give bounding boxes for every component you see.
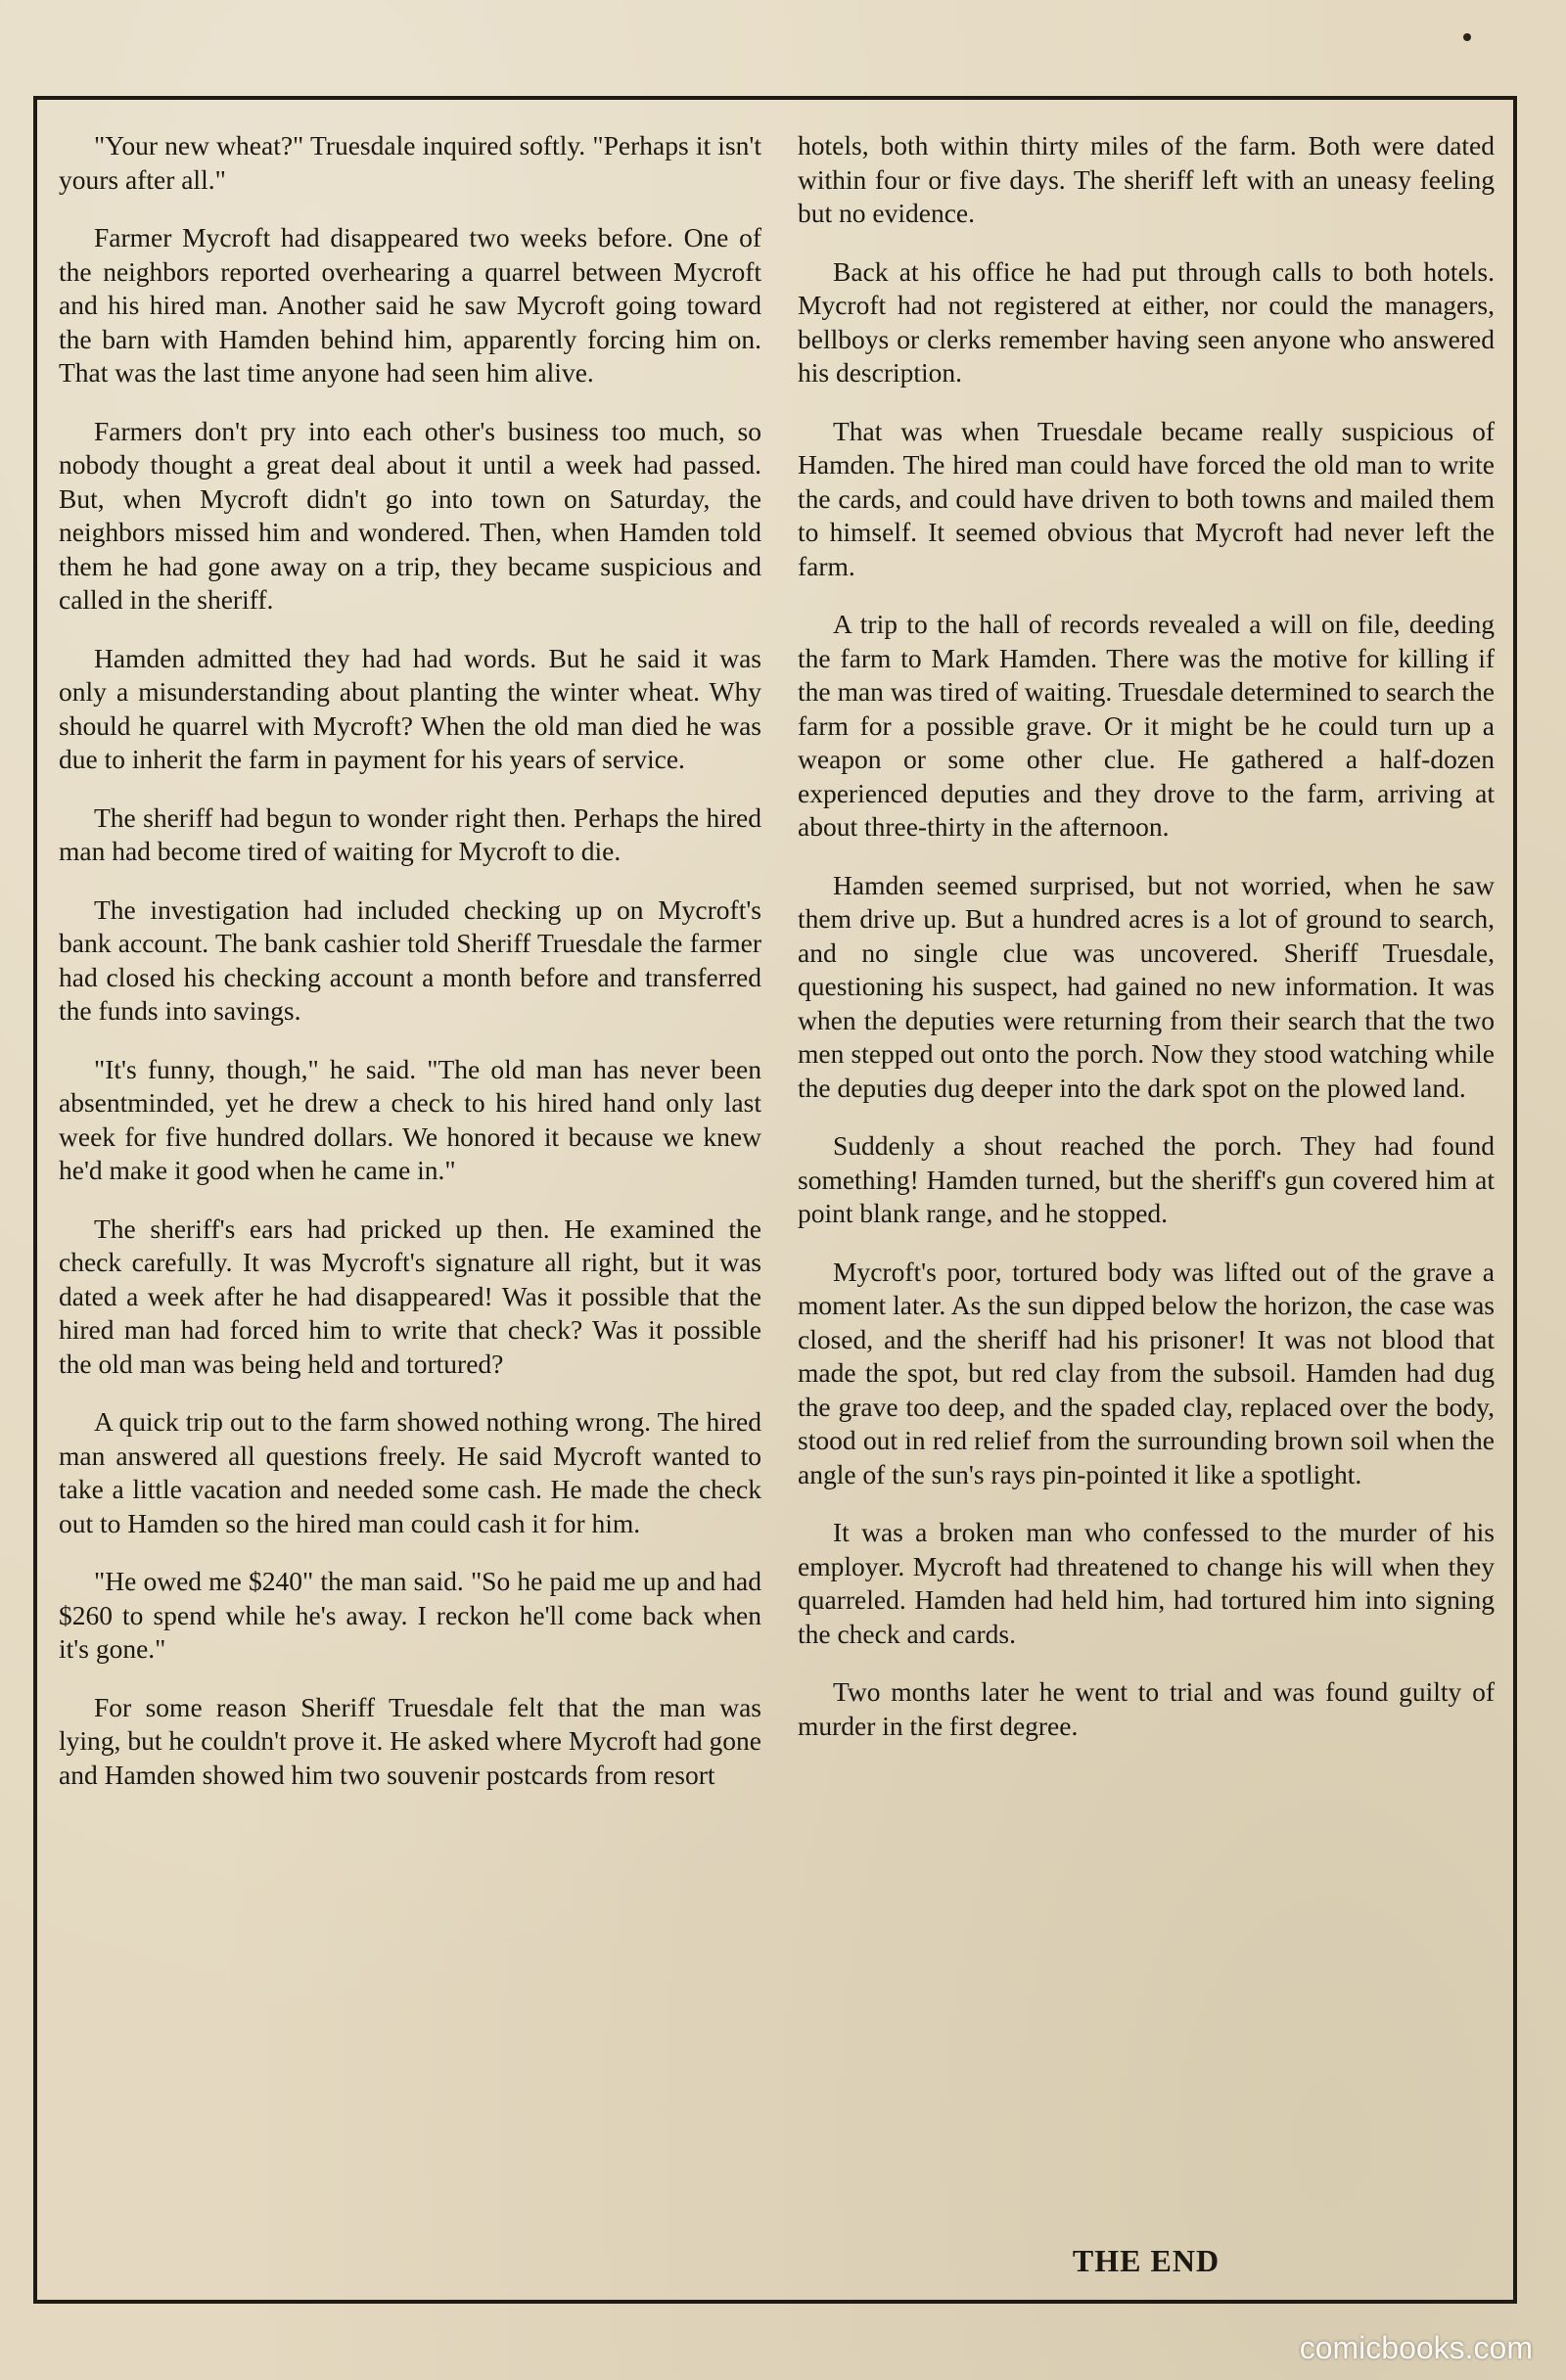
paragraph: The sheriff had begun to wonder right then. Perhaps the hired man had become tired of waiting for Mycroft to die. [59,801,761,866]
paragraph: Back at his office he had put through calls to both hotels. Mycroft had not registered at either, nor could the managers, bellboys or clerks remember having seen anyone who answered his description. [798,255,1495,388]
paragraph: Mycroft's poor, tortured body was lifted out of the grave a moment later. As the sun dipped below the horizon, the case was closed, and the sheriff had his prisoner! It was not blood that made the spot, but red clay from the subsoil. Hamden had dug the grave too deep, and the spaded clay, replaced over the body, stood out in red relief from the surrounding brown soil when the angle of the sun's rays pin-pointed it like a spotlight. [798,1256,1495,1489]
paragraph: Two months later he went to trial and was found guilty of murder in the first degree. [798,1676,1495,1741]
text-column-right [798,129,1495,1767]
paragraph: Hamden admitted they had had words. But he said it was only a misunderstanding about planting the winter wheat. Why should he quarrel with Mycroft? When the old man died he was due to inherit the farm in payment for his years of service. [59,642,761,774]
paragraph: The investigation had included checking up on Mycroft's bank account. The bank cashier told Sheriff Truesdale the farmer had closed his checking account a month before and transferred the funds into savings. [59,893,761,1026]
paragraph: hotels, both within thirty miles of the farm. Both were dated within four or five days. The sheriff left with an uneasy feeling but no evidence. [798,130,1495,228]
paragraph: "It's funny, though," he said. "The old man has never been absentminded, yet he drew a check to his hired hand only last week for five hundred dollars. We honored it because we knew he'd make it good when he came in." [59,1053,761,1185]
paragraph: For some reason Sheriff Truesdale felt that the man was lying, but he couldn't prove it. He asked where Mycroft had gone and Hamden showed him two souvenir postcards from resort [59,1691,761,1790]
text-column-left [59,129,761,1816]
paragraph: "He owed me $240" the man said. "So he paid me up and had $260 to spend while he's away. I reckon he'll come back when it's gone." [59,1566,761,1664]
paragraph: A trip to the hall of records revealed a will on file, deeding the farm to Mark Hamden. There was the motive for killing if the man was tired of waiting. Truesdale determined to search the farm for a possible grave. Or it might be he could turn up a weapon or some other clue. He gathered a half-dozen experienced deputies and they drove to the farm, arriving at about three-thirty in the afternoon. [798,609,1495,842]
ink-speck [1463,33,1471,41]
paragraph: Farmers don't pry into each other's business too much, so nobody thought a great deal about it until a week had passed. But, when Mycroft didn't go into town on Saturday, the neighbors missed him and wondered. Then, when Hamden told them he had gone away on a trip, they became suspicious and called in the sheriff. [59,415,761,615]
paragraph: The sheriff's ears had pricked up then. He examined the check carefully. It was Mycroft's signature all right, but it was dated a week after he had disappeared! Was it possible that the hired man had forced him to write that check? Was it possible the old man was being held and tortured? [59,1213,761,1379]
paragraph: That was when Truesdale became really suspicious of Hamden. The hired man could have forced the old man to write the cards, and could have driven to both towns and mailed them to himself. It seemed obvious that Mycroft had never left the farm. [798,415,1495,581]
paragraph: Farmer Mycroft had disappeared two weeks before. One of the neighbors reported overhearing a quarrel between Mycroft and his hired man. Another said he saw Mycroft going toward the barn with Hamden behind him, apparently forcing him on. That was the last time anyone had seen him alive. [59,222,761,388]
paragraph: Suddenly a shout reached the porch. They had found something! Hamden turned, but the sheriff's gun covered him at point blank range, and he stopped. [798,1130,1495,1228]
paragraph: A quick trip out to the farm showed nothing wrong. The hired man answered all questions freely. He said Mycroft wanted to take a little vacation and needed some cash. He made the check out to Hamden so the hired man could cash it for him. [59,1406,761,1538]
paragraph: Hamden seemed surprised, but not worried, when he saw them drive up. But a hundred acres is a lot of ground to search, and no single clue was uncovered. Sheriff Truesdale, questioning his suspect, had gained no new information. It was when the deputies were returning from their search that the two men stepped out onto the porch. Now they stood watching while the deputies dug deeper into the dark spot on the plowed land. [798,869,1495,1103]
paragraph: "Your new wheat?" Truesdale inquired softly. "Perhaps it isn't yours after all." [59,130,761,195]
site-watermark: comicbooks.com [1299,2330,1533,2365]
the-end-heading: THE END [1072,2243,1221,2278]
paragraph: It was a broken man who confessed to the murder of his employer. Mycroft had threatened to change his will when they quarreled. Hamden had held him, had tortured him into signing the check and cards. [798,1517,1495,1649]
